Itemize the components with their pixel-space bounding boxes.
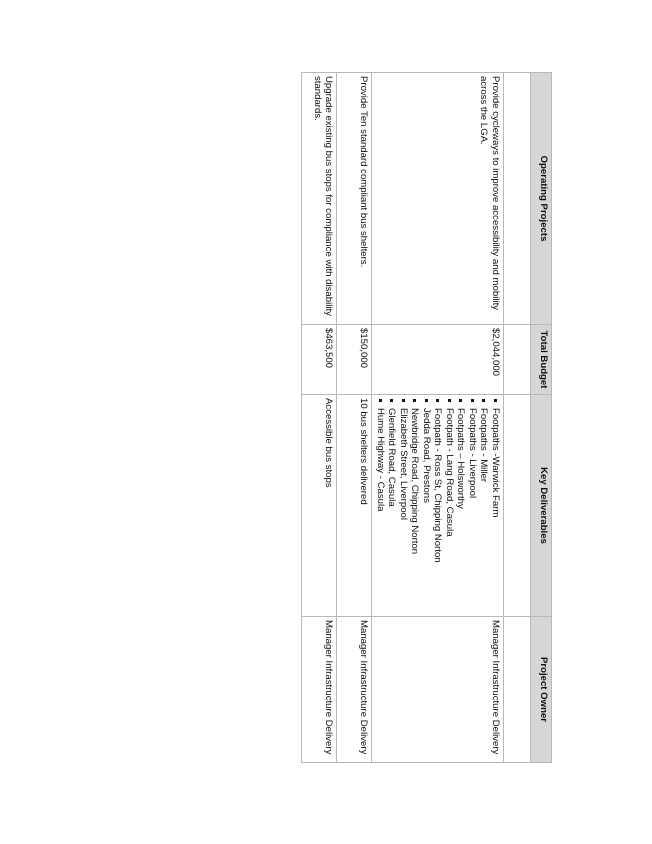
header-key-deliverables: Key Deliverables — [531, 395, 552, 617]
deliverables-list — [375, 398, 502, 613]
empty-cell — [504, 325, 531, 395]
owner-cell: Manager Infrastructure Delivery — [302, 617, 337, 763]
empty-cell — [504, 73, 531, 325]
deliverables-cell — [372, 395, 504, 617]
list-item: Footpath - Lang Road, Casula — [444, 398, 456, 613]
empty-cell — [504, 395, 531, 617]
deliverables-cell: 10 bus shelters delivered — [337, 395, 372, 617]
budget-cell: $2,044,000 — [372, 325, 504, 395]
header-operating-projects: Operating Projects — [531, 73, 552, 325]
project-cell: Provide cycleways to improve accessibility and mobility across the LGA. — [372, 73, 504, 325]
budget-cell: $150,000 — [337, 325, 372, 395]
project-cell: Provide Ten standard compliant bus shelters. — [337, 73, 372, 325]
header-total-budget: Total Budget — [531, 325, 552, 395]
table-header-row — [531, 73, 552, 763]
table-row — [337, 73, 372, 763]
deliverables-cell: Accessible bus stops — [302, 395, 337, 617]
table-row — [302, 73, 337, 763]
table-row — [372, 73, 504, 763]
owner-cell: Manager Infrastructure Delivery — [337, 617, 372, 763]
list-item: Footpaths – Holsworthy — [455, 398, 467, 613]
list-item: Footpaths -Warwick Farm — [490, 398, 502, 613]
list-item: Footpaths - Liverpool — [467, 398, 479, 613]
list-item: Footpath - Ross St, Chipping Norton — [432, 398, 444, 613]
owner-cell: Manager Infrastructure Delivery — [372, 617, 504, 763]
list-item: Glenfield Road, Casula — [386, 398, 398, 613]
list-item: Newbridge Road, Chipping Norton — [409, 398, 421, 613]
budget-cell: $463,500 — [302, 325, 337, 395]
list-item: Footpaths - Miller — [478, 398, 490, 613]
header-project-owner: Project Owner — [531, 617, 552, 763]
empty-cell — [504, 617, 531, 763]
project-cell: Upgrade existing bus stops for compliance with disability standards. — [302, 73, 337, 325]
operating-projects-table — [302, 72, 553, 763]
rotated-page-content — [312, 72, 552, 762]
table-row-empty — [504, 73, 531, 763]
list-item: Elizabeth Street, Liverpool — [398, 398, 410, 613]
list-item: Hume Highway - Casula — [375, 398, 387, 613]
list-item: Jedda Road, Prestons — [421, 398, 433, 613]
